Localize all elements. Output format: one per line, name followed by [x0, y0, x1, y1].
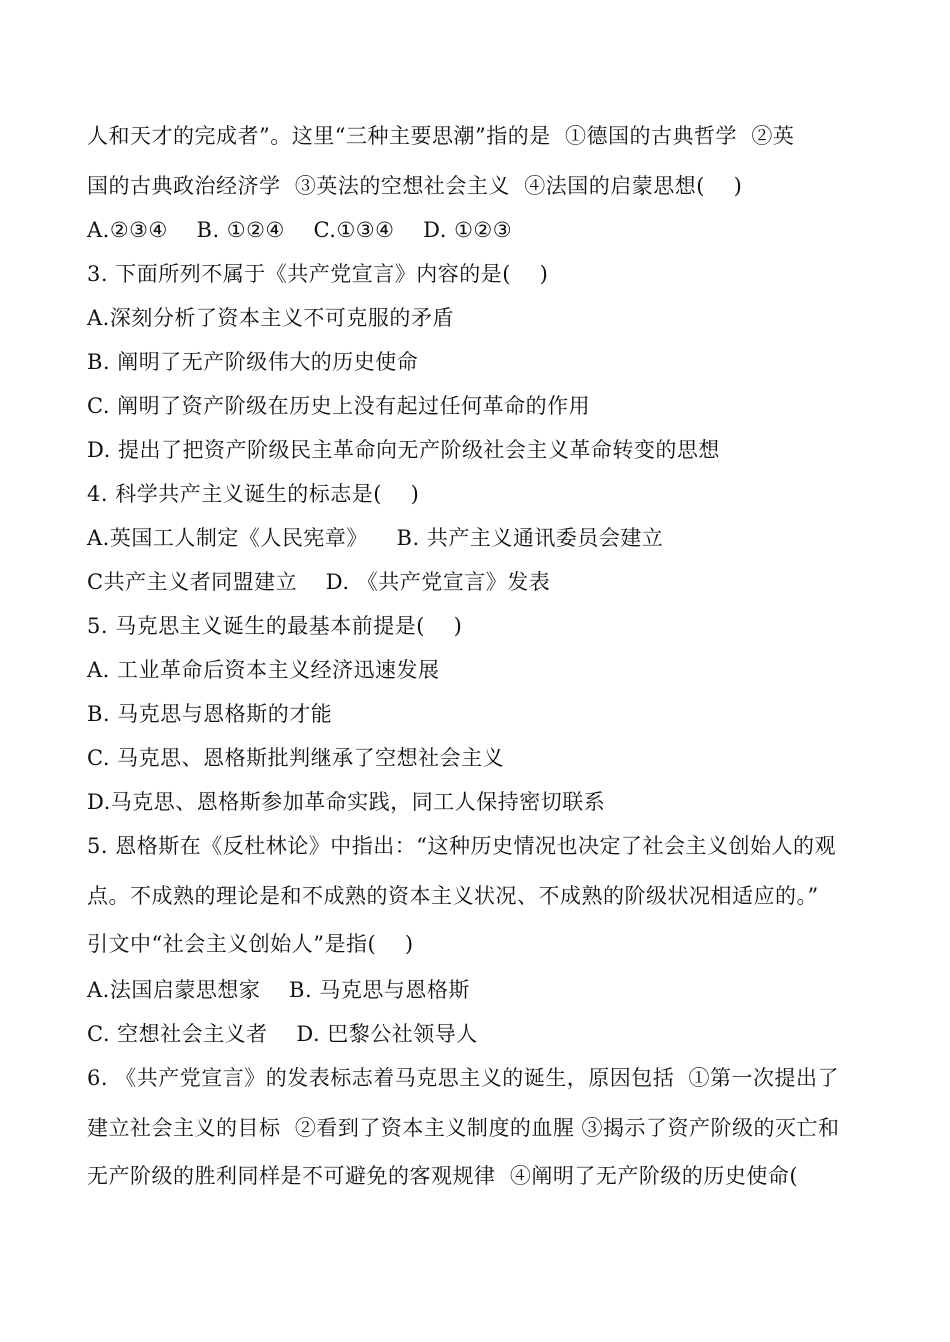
- option-a: A. 工业革命后资本主义经济迅速发展: [87, 658, 440, 682]
- options-cd: C共产主义者同盟建立 D. 《共产党宣言》发表: [87, 570, 551, 594]
- text-line: 建立社会主义的目标 ②看到了资本主义制度的血腥 ③揭示了资产阶级的灭亡和: [87, 1116, 840, 1140]
- text-line: 无产阶级的胜利同样是不可避免的客观规律 ④阐明了无产阶级的历史使命(: [87, 1164, 799, 1188]
- question-4: 4. 科学共产主义诞生的标志是( ): [87, 482, 420, 506]
- text-line: 点。不成熟的理论是和不成熟的资本主义状况、不成熟的阶级状况相适应的。”: [87, 884, 819, 908]
- option-b: B. 马克思与恩格斯的才能: [87, 702, 333, 726]
- text-line: 人和天才的完成者”。这里“三种主要思潮”指的是 ①德国的古典哲学 ②英: [87, 124, 795, 148]
- question-5b: 5. 恩格斯在《反杜林论》中指出：“这种历史情况也决定了社会主义创始人的观: [87, 834, 836, 858]
- option-a: A.深刻分析了资本主义不可克服的矛盾: [87, 306, 454, 330]
- question-3: 3. 下面所列不属于《共产党宣言》内容的是( ): [87, 262, 549, 286]
- options-ab: A.英国工人制定《人民宪章》 B. 共产主义通讯委员会建立: [87, 526, 664, 550]
- question-5: 5. 马克思主义诞生的最基本前提是( ): [87, 614, 463, 638]
- question-6: 6. 《共产党宣言》的发表标志着马克思主义的诞生，原因包括 ①第一次提出了: [87, 1066, 840, 1090]
- text-line: A.②③④ B. ①②④ C.①③④ D. ①②③: [87, 218, 513, 242]
- option-b: B. 阐明了无产阶级伟大的历史使命: [87, 350, 419, 374]
- option-c: C. 阐明了资产阶级在历史上没有起过任何革命的作用: [87, 394, 591, 418]
- options-ab: A.法国启蒙思想家 B. 马克思与恩格斯: [87, 978, 470, 1002]
- text-line: 国的古典政治经济学 ③英法的空想社会主义 ④法国的启蒙思想( ): [87, 174, 743, 198]
- option-d: D. 提出了把资产阶级民主革命向无产阶级社会主义革命转变的思想: [87, 438, 720, 462]
- options-cd: C. 空想社会主义者 D. 巴黎公社领导人: [87, 1022, 478, 1046]
- option-c: C. 马克思、恩格斯批判继承了空想社会主义: [87, 746, 505, 770]
- text-line: 引文中“社会主义创始人”是指( ): [87, 932, 414, 956]
- option-d: D.马克思、恩格斯参加革命实践，同工人保持密切联系: [87, 790, 606, 814]
